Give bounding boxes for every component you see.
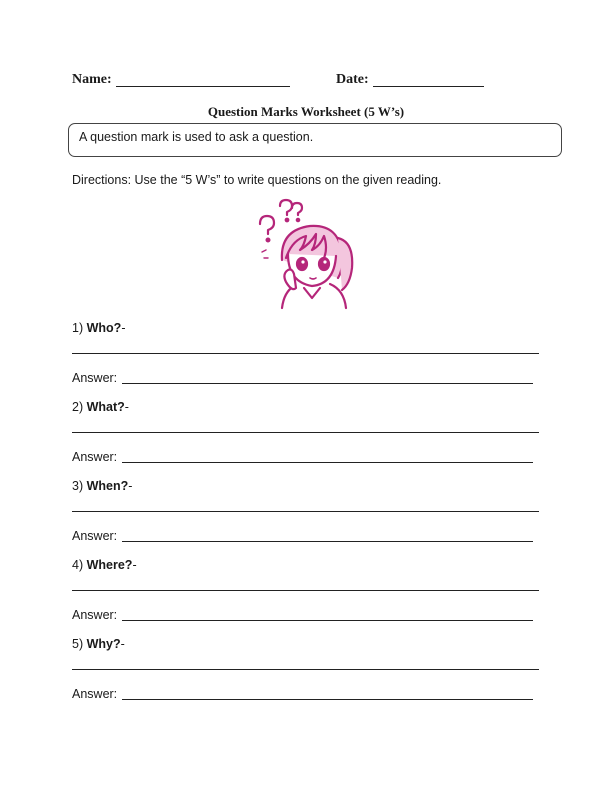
answer-5-line[interactable]: [122, 699, 533, 700]
rule-box: [68, 123, 562, 157]
question-3-label: [72, 479, 132, 493]
question-5-line[interactable]: [72, 669, 539, 670]
question-3-line[interactable]: [72, 511, 539, 512]
question-number: 2): [72, 400, 84, 414]
question-number: 5): [72, 637, 84, 651]
answer-4-label: Answer:: [72, 608, 118, 622]
question-word: Why?: [86, 637, 121, 651]
question-5-label: [72, 637, 125, 651]
question-suffix: -: [128, 479, 133, 493]
question-suffix: -: [124, 400, 129, 414]
question-1-line[interactable]: [72, 353, 539, 354]
question-2-label: [72, 400, 129, 414]
answer-1-line[interactable]: [122, 383, 533, 384]
answer-2-line[interactable]: [122, 462, 533, 463]
rule-text: A question mark is used to ask a question.: [79, 130, 314, 144]
answer-4-line[interactable]: [122, 620, 533, 621]
answer-5-label: Answer:: [72, 687, 118, 701]
question-word: When?: [86, 479, 129, 493]
question-1-label: [72, 321, 126, 335]
directions-text: Directions: Use the “5 W’s” to write questions on the given reading.: [72, 173, 442, 187]
answer-1-label: Answer:: [72, 371, 118, 385]
question-number: 1): [72, 321, 84, 335]
answer-2-label: Answer:: [72, 450, 118, 464]
girl-with-question-marks-icon: [252, 198, 364, 310]
date-field[interactable]: [373, 72, 484, 87]
question-suffix: -: [120, 637, 125, 651]
name-field[interactable]: [116, 72, 290, 87]
question-word: Who?: [86, 321, 122, 335]
answer-3-line[interactable]: [122, 541, 533, 542]
question-4-label: [72, 558, 137, 572]
question-number: 3): [72, 479, 84, 493]
question-number: 4): [72, 558, 84, 572]
date-label: Date:: [336, 72, 369, 87]
question-suffix: -: [121, 321, 126, 335]
worksheet-title: Question Marks Worksheet (5 W’s): [207, 104, 405, 119]
question-word: What?: [86, 400, 125, 414]
name-label: Name:: [72, 72, 112, 87]
question-2-line[interactable]: [72, 432, 539, 433]
question-suffix: -: [132, 558, 137, 572]
question-word: Where?: [86, 558, 133, 572]
answer-3-label: Answer:: [72, 529, 118, 543]
question-4-line[interactable]: [72, 590, 539, 591]
